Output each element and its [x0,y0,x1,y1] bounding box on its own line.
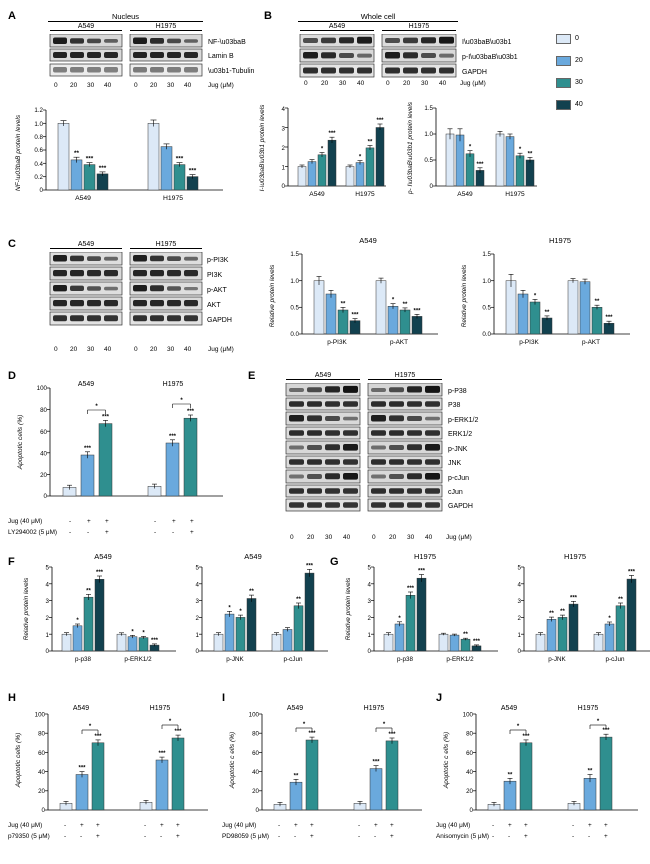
svg-text:Relative protein levels: Relative protein levels [461,264,468,328]
svg-text:p-P38: p-P38 [448,388,467,395]
panel-h [8,692,218,862]
svg-text:***: *** [522,733,530,740]
panel-b-letter: B [264,10,272,22]
svg-text:0.5: 0.5 [424,157,433,164]
svg-text:GAPDH: GAPDH [207,317,232,324]
svg-text:JNK: JNK [448,460,462,467]
svg-text:1: 1 [517,631,521,639]
panel-h-letter: H [8,692,16,704]
svg-text:p-PI3K: p-PI3K [327,339,347,346]
svg-text:3: 3 [195,598,199,606]
svg-text:3: 3 [367,598,371,606]
svg-text:***: *** [175,155,184,163]
svg-text:*: * [320,146,324,153]
svg-text:***: *** [101,414,110,421]
svg-text:80: 80 [38,730,45,738]
svg-text:0: 0 [281,183,285,190]
svg-text:***: *** [305,563,314,570]
svg-text:**: ** [560,609,565,616]
svg-text:60: 60 [466,749,473,757]
panel-j-letter: J [436,692,443,704]
panel-h-chart [8,698,218,828]
svg-text:***: *** [328,131,336,138]
svg-text:p-JNK: p-JNK [448,446,468,453]
svg-text:**: ** [340,301,346,308]
svg-text:5: 5 [45,564,49,572]
svg-text:20: 20 [252,788,259,796]
svg-text:0.4: 0.4 [34,161,43,168]
svg-text:1.5: 1.5 [424,105,433,112]
panel-c-chart-a549-title: A549 [359,236,377,245]
panel-f-chart2-title: A549 [244,552,262,561]
svg-text:p-ERK1/2: p-ERK1/2 [448,417,479,424]
svg-text:A549: A549 [500,705,518,712]
svg-text:*: * [88,724,92,730]
svg-text:**: ** [86,588,91,595]
svg-text:***: *** [83,445,92,452]
svg-text:***: *** [95,570,104,576]
svg-text:A549: A549 [309,191,325,198]
svg-text:0: 0 [517,648,521,655]
svg-text:1.5: 1.5 [482,251,491,258]
panel-c-letter: C [8,238,16,250]
panel-f [8,552,328,682]
svg-text:0.5: 0.5 [482,304,491,312]
svg-text:NF-\u03baB protein levels: NF-\u03baB protein levels [15,114,22,192]
svg-text:5: 5 [195,564,199,572]
panel-a-group-title: Nucleus [48,12,203,22]
svg-text:0: 0 [429,183,433,190]
svg-text:5: 5 [367,564,371,572]
panel-b-group-title: Whole cell [298,12,458,22]
svg-text:***: *** [476,161,484,168]
svg-text:1.0: 1.0 [482,278,491,285]
svg-text:Relative protein levels: Relative protein levels [269,264,276,328]
svg-text:***: *** [188,167,197,175]
svg-text:H1975: H1975 [363,705,385,712]
svg-text:3: 3 [517,598,521,606]
panel-j-chart [436,698,648,828]
panel-e-cell-h1975: H1975 [368,372,442,380]
svg-text:P38: P38 [448,402,461,409]
svg-text:***: *** [406,586,415,592]
svg-text:**: ** [293,773,299,780]
svg-text:***: *** [85,155,94,163]
svg-text:*: * [302,722,306,728]
svg-text:2: 2 [367,615,371,622]
svg-text:*: * [76,618,79,624]
panel-h-condition-table: Jug (40 μM) - + + - + + p79350 (5 μM) - - + - - + [8,822,180,840]
svg-text:NF-\u03baB: NF-\u03baB [208,39,246,46]
svg-text:p-ERK1/2: p-ERK1/2 [124,656,152,663]
svg-text:H1975: H1975 [505,191,525,198]
svg-text:**: ** [549,611,554,618]
svg-text:H1975: H1975 [577,705,599,712]
svg-text:A549: A549 [77,381,95,388]
svg-text:***: *** [413,308,421,315]
svg-text:20: 20 [466,788,473,796]
svg-text:0: 0 [195,648,199,655]
svg-text:40: 40 [40,450,47,458]
svg-text:***: *** [94,733,102,740]
legend-label-40: 40 [575,101,583,109]
svg-text:5: 5 [517,564,521,572]
svg-text:GAPDH: GAPDH [448,503,473,510]
svg-text:1: 1 [367,631,371,639]
panel-b: B Whole cell A549 H1975 I\u03baB\u03b1 p-I\u03baB\u03b1 GAPDH 0 20 30 40 0 20 30 40 Jug (μM) 0 1 2 3 4 I-\u03baB\u03b1 protein levels * *** A549 * ** *** H1975 0 0.5 1.0 1.5 p- I\u03baB\u03b1 protein levels * *** A549 * ** H1975 [264,10,554,230]
svg-text:80: 80 [252,730,259,738]
svg-text:**: ** [594,299,600,306]
svg-text:***: *** [308,731,316,738]
panel-c-cell-h1975: H1975 [130,241,202,249]
panel-a: A Nucleus A549 H1975 NF-\u03baB Lamin B \u03b1-Tubulin 0 20 30 40 0 20 30 40 Jug (μM) 0 0.2 0.4 0.6 0.8 1.0 1.2 NF-\u03baB protein levels ** *** *** A549 *** *** H1975 [8,10,258,230]
legend-label-0: 0 [575,35,579,43]
svg-text:**: ** [402,301,408,308]
svg-text:***: *** [174,729,182,736]
svg-text:**: ** [367,139,373,146]
svg-text:*: * [180,398,183,404]
svg-text:100: 100 [34,711,45,719]
svg-text:1.5: 1.5 [290,251,299,258]
panel-e-blots [248,383,538,533]
panel-j-row0-label: Jug (40 μM) [436,822,471,829]
panel-e: E A549 H1975 p-P38 P38 p-ERK1/2 ERK1/2 p-JNK JNK p-cJun cJun GAPDH 0 20 30 40 0 20 30 40 Jug (μM) [248,370,538,555]
legend-swatch-20 [556,56,571,66]
svg-text:*: * [131,629,134,636]
svg-text:p-PI3K: p-PI3K [519,339,539,346]
svg-text:AKT: AKT [207,302,221,309]
panel-a-cell-h1975: H1975 [130,23,202,31]
svg-text:p-p38: p-p38 [74,656,92,663]
svg-text:p-JNK: p-JNK [548,656,566,663]
svg-text:*: * [516,724,520,730]
svg-text:*: * [142,630,145,637]
svg-text:***: *** [605,315,613,322]
svg-text:80: 80 [466,730,473,738]
panel-a-letter: A [8,10,16,22]
svg-text:p-cJun: p-cJun [283,656,303,663]
panel-j-condition-table: Jug (40 μM) - + + - + + Anisomycin (5 μM) - - + - - + [436,822,608,840]
svg-text:0.0: 0.0 [482,331,491,338]
svg-text:*: * [391,297,395,304]
svg-text:p-AKT: p-AKT [581,339,601,346]
svg-text:p-cJun: p-cJun [605,656,625,663]
panel-i-chart [222,698,432,828]
svg-text:***: *** [372,759,380,766]
svg-text:0: 0 [41,807,45,814]
svg-text:0.6: 0.6 [34,147,43,154]
svg-text:*: * [608,616,611,622]
svg-text:*: * [596,719,600,725]
svg-text:Apoptotic cells (%): Apoptotic cells (%) [17,414,24,470]
panel-e-letter: E [248,370,256,382]
svg-text:**: ** [296,597,301,603]
svg-text:**: ** [527,151,533,158]
svg-text:0: 0 [469,807,473,814]
svg-text:**: ** [544,309,550,316]
svg-text:*: * [358,154,362,161]
svg-text:A549: A549 [286,705,304,712]
svg-text:2: 2 [281,145,285,152]
svg-text:40: 40 [38,769,45,776]
svg-text:***: *** [78,765,86,772]
svg-text:***: *** [186,409,195,415]
panel-d-row1-label: LY294002 (5 μM) [8,529,58,536]
svg-text:1: 1 [45,631,49,639]
panel-e-cell-a549: A549 [286,372,360,380]
svg-text:4: 4 [517,581,521,589]
panel-d [8,370,238,550]
svg-text:***: *** [351,312,359,319]
svg-text:1.2: 1.2 [34,107,43,114]
panel-c-chart-h1975-title: H1975 [548,236,572,245]
svg-text:2: 2 [517,615,521,622]
panel-j-row1-label: Anisomycin (5 μM) [436,833,490,840]
panel-j [436,692,650,862]
svg-text:***: *** [417,568,426,575]
svg-text:***: *** [150,637,159,644]
legend-swatch-40 [556,100,571,110]
svg-text:2: 2 [195,615,199,622]
svg-text:20: 20 [38,788,45,796]
svg-text:*: * [239,609,242,616]
svg-text:p-AKT: p-AKT [207,287,227,294]
svg-text:Apoptotic c ells (%): Apoptotic c ells (%) [443,731,450,789]
svg-text:p-PI3K: p-PI3K [207,257,229,264]
svg-text:4: 4 [281,106,285,113]
panel-f-chart2 [176,561,336,679]
legend-label-20: 20 [575,57,583,65]
svg-text:1.0: 1.0 [34,121,43,128]
svg-text:I-\u03baB\u03b1 protein levels: I-\u03baB\u03b1 protein levels [259,104,266,192]
panel-b-cell-h1975: H1975 [382,23,456,31]
panel-f-letter: F [8,556,15,568]
svg-text:p-ERK1/2: p-ERK1/2 [446,656,474,663]
svg-text:\u03b1-Tubulin: \u03b1-Tubulin [208,68,255,75]
svg-text:***: *** [602,728,610,735]
panel-g-letter: G [330,556,339,568]
svg-text:GAPDH: GAPDH [462,69,487,76]
svg-text:*: * [382,722,386,728]
svg-text:A549: A549 [75,195,91,202]
svg-text:*: * [398,615,401,622]
svg-text:0: 0 [43,493,47,500]
svg-text:***: *** [376,118,384,124]
svg-text:1.0: 1.0 [290,278,299,285]
panel-d-condition-table: Jug (40 μM) - + + - + + LY294002 (5 μM) - - + - - + [8,518,194,536]
panel-c-chart-h1975 [450,246,645,368]
svg-text:**: ** [618,597,623,603]
svg-text:Relative protein levels: Relative protein levels [345,577,352,641]
svg-text:60: 60 [38,749,45,757]
panel-c: C A549 H1975 p-PI3K PI3K p-AKT AKT GAPDH 0 20 30 40 0 20 30 40 Jug (μM) [8,238,253,363]
svg-text:H1975: H1975 [162,381,184,388]
panel-d-row0-label: Jug (40 μM) [8,518,43,525]
svg-text:**: ** [507,772,513,779]
svg-text:*: * [95,404,98,410]
svg-text:p-JNK: p-JNK [226,656,244,663]
panel-i-row1-label: PD98059 (5 μM) [222,833,270,840]
svg-text:p-p38: p-p38 [396,656,414,663]
svg-text:***: *** [98,164,107,172]
panel-i-letter: I [222,692,226,704]
panel-c-cell-a549: A549 [50,241,122,249]
svg-text:4: 4 [367,581,371,589]
svg-text:p-AKT: p-AKT [389,339,409,346]
svg-text:I\u03baB\u03b1: I\u03baB\u03b1 [462,39,512,46]
svg-text:Apoptotic c ells (%): Apoptotic c ells (%) [229,731,236,789]
svg-text:60: 60 [40,429,47,436]
svg-text:1: 1 [281,164,285,172]
svg-text:0.8: 0.8 [34,134,43,141]
panel-a-cell-a549: A549 [50,23,122,31]
panel-g-chart2 [498,561,650,679]
svg-text:3: 3 [45,598,49,606]
svg-text:Lamin B: Lamin B [208,53,234,60]
svg-text:0: 0 [255,807,259,814]
panel-b-cell-a549: A549 [300,23,374,31]
svg-text:1: 1 [195,631,199,639]
svg-text:40: 40 [252,769,259,776]
svg-text:100: 100 [248,711,259,719]
svg-text:PI3K: PI3K [207,272,223,279]
panel-f-chart1-title: A549 [94,552,112,561]
legend-swatch-30 [556,78,571,88]
panel-g-chart2-title: H1975 [563,552,587,561]
svg-text:***: *** [472,638,481,645]
panel-i-condition-table: Jug (40 μM) - + + - + + PD98059 (5 μM) - - + - - + [222,822,394,840]
svg-text:H1975: H1975 [162,195,184,202]
svg-text:60: 60 [252,749,259,757]
svg-text:*: * [168,719,172,725]
svg-text:***: *** [627,569,636,576]
panel-g-chart1-title: H1975 [413,552,437,561]
panel-f-chart1 [16,561,186,679]
panel-i-row0-label: Jug (40 μM) [222,822,257,829]
legend-swatch-0 [556,34,571,44]
svg-text:0.0: 0.0 [290,331,299,338]
svg-text:***: *** [158,751,166,758]
svg-text:20: 20 [40,472,47,479]
svg-text:p- I\u03baB\u03b1 protein leve: p- I\u03baB\u03b1 protein levels [407,101,414,195]
svg-text:*: * [518,147,522,154]
svg-text:0.2: 0.2 [34,174,43,181]
panel-b-chart-p-ikba [402,98,552,218]
panel-g [330,552,650,682]
panel-a-chart [8,98,258,218]
svg-text:1.0: 1.0 [424,131,433,138]
svg-text:H1975: H1975 [355,191,375,198]
svg-text:0: 0 [39,187,43,194]
panel-c-chart-a549 [258,246,453,368]
svg-text:A549: A549 [72,705,90,712]
svg-text:***: *** [168,433,177,440]
panel-d-chart [8,378,238,518]
svg-text:0: 0 [45,648,49,655]
svg-text:p-I\u03baB\u03b1: p-I\u03baB\u03b1 [462,54,518,61]
svg-text:*: * [228,605,231,612]
svg-text:40: 40 [466,769,473,776]
svg-text:80: 80 [40,407,47,414]
svg-text:**: ** [249,589,254,596]
svg-text:***: *** [569,595,578,602]
svg-text:A549: A549 [457,191,473,198]
panel-g-chart1 [338,561,508,679]
svg-text:*: * [468,144,472,151]
figure-legend [556,30,583,118]
svg-text:3: 3 [281,125,285,133]
svg-text:**: ** [587,768,593,775]
svg-text:cJun: cJun [448,489,463,496]
panel-h-row1-label: p79350 (5 μM) [8,833,50,840]
panel-i [222,692,432,862]
svg-text:0: 0 [367,648,371,655]
svg-text:Relative protein levels: Relative protein levels [23,577,30,641]
svg-text:H1975: H1975 [149,705,171,712]
svg-text:p-cJun: p-cJun [448,475,470,482]
svg-text:**: ** [463,632,468,639]
svg-text:0.5: 0.5 [290,304,299,312]
panel-b-chart-ikba [254,98,399,218]
panel-h-row0-label: Jug (40 μM) [8,822,43,829]
legend-label-30: 30 [575,79,583,87]
svg-text:100: 100 [36,385,47,392]
svg-text:4: 4 [45,581,49,589]
panel-d-letter: D [8,370,16,382]
svg-text:2: 2 [45,615,49,622]
svg-text:100: 100 [462,711,473,719]
svg-text:Apoptotic cells (%): Apoptotic cells (%) [15,732,22,788]
svg-text:***: *** [388,732,396,738]
panel-c-charts [258,236,650,366]
svg-text:**: ** [74,150,79,157]
svg-text:4: 4 [195,581,199,589]
svg-text:*: * [533,293,537,300]
panel-c-blots [8,252,253,344]
svg-text:ERK1/2: ERK1/2 [448,431,473,438]
